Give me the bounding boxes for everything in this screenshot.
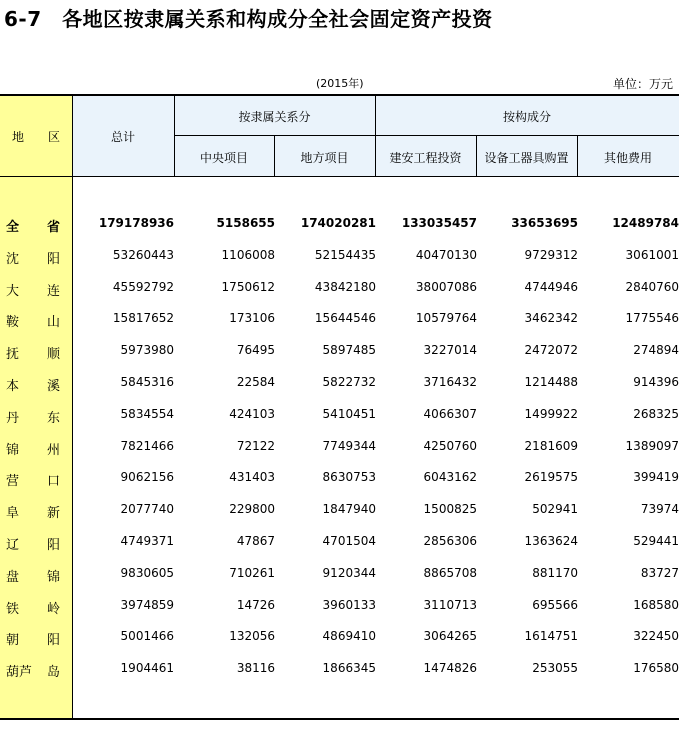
cell-local: 9120344 xyxy=(322,566,376,580)
cell-equipment: 1214488 xyxy=(524,375,578,389)
cell-equipment: 1363624 xyxy=(524,534,578,548)
cell-local: 4701504 xyxy=(322,534,376,548)
region-name-part: 省 xyxy=(46,220,60,235)
cell-construction: 133035457 xyxy=(401,216,477,230)
region-name xyxy=(0,629,72,648)
cell-other: 176580 xyxy=(633,661,679,675)
cell-local: 5822732 xyxy=(322,375,376,389)
region-name-part: 锦 xyxy=(46,570,60,585)
cell-total: 9830605 xyxy=(120,566,174,580)
cell-central: 47867 xyxy=(236,534,275,548)
region-name xyxy=(0,470,72,489)
cell-local: 5897485 xyxy=(322,343,376,357)
region-name xyxy=(0,661,72,680)
cell-total: 5834554 xyxy=(120,407,174,421)
cell-central: 72122 xyxy=(236,439,275,453)
region-name-part: 溪 xyxy=(46,379,60,394)
region-name-part: 阳 xyxy=(46,538,60,553)
header-region: 地 区 xyxy=(11,130,60,144)
cell-other: 3061001 xyxy=(625,248,679,262)
data-table xyxy=(0,94,679,720)
region-name-part: 新 xyxy=(46,506,60,521)
cell-equipment: 3462342 xyxy=(524,311,578,325)
cell-construction: 3227014 xyxy=(423,343,477,357)
cell-total: 5001466 xyxy=(120,629,174,643)
cell-other: 73974 xyxy=(640,502,679,516)
cell-equipment: 4744946 xyxy=(524,280,578,294)
cell-central: 76495 xyxy=(236,343,275,357)
table-bottom-rule xyxy=(0,718,679,720)
region-name-part: 阳 xyxy=(46,252,60,267)
cell-local: 174020281 xyxy=(300,216,376,230)
region-name xyxy=(0,566,72,585)
region-name-part: 抚 xyxy=(6,347,20,362)
cell-construction: 1500825 xyxy=(423,502,477,516)
region-name-part: 本 xyxy=(6,379,20,394)
cell-total: 5973980 xyxy=(120,343,174,357)
cell-construction: 10579764 xyxy=(415,311,477,325)
unit-label: 单位：万元 xyxy=(612,77,673,91)
region-name-part: 全 xyxy=(6,220,20,235)
cell-central: 1750612 xyxy=(221,280,275,294)
cell-total: 1904461 xyxy=(120,661,174,675)
header-equipment: 设备工器具购置 xyxy=(484,151,569,165)
table-top-rule xyxy=(0,94,679,96)
cell-other: 2840760 xyxy=(625,280,679,294)
cell-local: 1866345 xyxy=(322,661,376,675)
cell-other: 83727 xyxy=(640,566,679,580)
cell-local: 52154435 xyxy=(314,248,376,262)
cell-total: 4749371 xyxy=(120,534,174,548)
header-by-structure: 按构成分 xyxy=(502,110,551,124)
cell-equipment: 2181609 xyxy=(524,439,578,453)
header-by-affiliation: 按隶属关系分 xyxy=(238,110,311,124)
region-name-part: 阜 xyxy=(6,506,20,521)
region-name-part: 连 xyxy=(46,284,60,299)
region-name-part: 阳 xyxy=(46,633,60,648)
region-name-part: 丹 xyxy=(6,411,20,426)
cell-equipment: 9729312 xyxy=(524,248,578,262)
cell-other: 399419 xyxy=(633,470,679,484)
region-name-part: 营 xyxy=(6,474,20,489)
region-name xyxy=(0,407,72,426)
cell-other: 274894 xyxy=(633,343,679,357)
cell-other: 1775546 xyxy=(625,311,679,325)
cell-local: 43842180 xyxy=(314,280,376,294)
region-name-part: 口 xyxy=(46,474,60,489)
cell-equipment: 502941 xyxy=(532,502,578,516)
region-name xyxy=(0,248,72,267)
region-name-part: 朝 xyxy=(6,633,20,648)
region-name xyxy=(0,502,72,521)
region-name-part: 岛 xyxy=(46,665,60,680)
cell-local: 1847940 xyxy=(322,502,376,516)
cell-total: 15817652 xyxy=(112,311,174,325)
header-central: 中央项目 xyxy=(199,151,248,165)
region-name-part: 顺 xyxy=(46,347,60,362)
cell-construction: 1474826 xyxy=(423,661,477,675)
header-mid-rule xyxy=(174,135,679,136)
cell-total: 9062156 xyxy=(120,470,174,484)
cell-other: 268325 xyxy=(633,407,679,421)
cell-total: 45592792 xyxy=(112,280,174,294)
cell-other: 1389097 xyxy=(625,439,679,453)
cell-total: 7821466 xyxy=(120,439,174,453)
cell-other: 168580 xyxy=(633,598,679,612)
cell-central: 38116 xyxy=(236,661,275,675)
page-title: 6-7 各地区按隶属关系和构成分全社会固定资产投资 xyxy=(4,7,493,31)
cell-central: 710261 xyxy=(229,566,275,580)
cell-equipment: 1499922 xyxy=(524,407,578,421)
cell-equipment: 881170 xyxy=(532,566,578,580)
cell-local: 3960133 xyxy=(322,598,376,612)
header-local: 地方项目 xyxy=(300,151,349,165)
cell-other: 12489784 xyxy=(612,216,679,230)
region-name-part: 东 xyxy=(46,411,60,426)
cell-equipment: 33653695 xyxy=(511,216,578,230)
region-name-part: 沈 xyxy=(6,252,20,267)
cell-local: 8630753 xyxy=(322,470,376,484)
region-name-part: 岭 xyxy=(46,602,60,617)
cell-local: 5410451 xyxy=(322,407,376,421)
cell-central: 132056 xyxy=(229,629,275,643)
region-name-part: 辽 xyxy=(6,538,20,553)
cell-construction: 4066307 xyxy=(423,407,477,421)
cell-construction: 4250760 xyxy=(423,439,477,453)
cell-equipment: 1614751 xyxy=(524,629,578,643)
cell-construction: 6043162 xyxy=(423,470,477,484)
cell-central: 173106 xyxy=(229,311,275,325)
cell-other: 322450 xyxy=(633,629,679,643)
header-total: 总计 xyxy=(110,130,135,144)
region-name-part: 锦 xyxy=(6,443,20,458)
cell-equipment: 2619575 xyxy=(524,470,578,484)
region-name-part: 盘 xyxy=(6,570,20,585)
region-divider xyxy=(72,94,73,720)
region-name xyxy=(0,439,72,458)
cell-construction: 3064265 xyxy=(423,629,477,643)
cell-total: 53260443 xyxy=(112,248,174,262)
region-name xyxy=(0,598,72,617)
cell-local: 7749344 xyxy=(322,439,376,453)
region-name xyxy=(0,343,72,362)
cell-central: 5158655 xyxy=(216,216,275,230)
cell-equipment: 253055 xyxy=(532,661,578,675)
cell-other: 529441 xyxy=(633,534,679,548)
region-name-part: 州 xyxy=(46,443,60,458)
cell-total: 179178936 xyxy=(98,216,174,230)
region-name-part: 鞍 xyxy=(6,315,20,330)
cell-construction: 8865708 xyxy=(423,566,477,580)
region-name-part: 大 xyxy=(6,284,20,299)
cell-equipment: 695566 xyxy=(532,598,578,612)
cell-total: 3974859 xyxy=(120,598,174,612)
region-name xyxy=(0,311,72,330)
region-name-part: 铁 xyxy=(6,602,20,617)
cell-local: 15644546 xyxy=(314,311,376,325)
year-label: (2015年) xyxy=(316,77,364,90)
cell-central: 1106008 xyxy=(221,248,275,262)
cell-equipment: 2472072 xyxy=(524,343,578,357)
region-name-part: 葫芦 xyxy=(6,665,33,680)
region-name xyxy=(0,216,72,235)
cell-construction: 3716432 xyxy=(423,375,477,389)
region-name xyxy=(0,375,72,394)
region-name xyxy=(0,534,72,553)
cell-total: 2077740 xyxy=(120,502,174,516)
cell-construction: 3110713 xyxy=(423,598,477,612)
cell-construction: 38007086 xyxy=(415,280,477,294)
cell-total: 5845316 xyxy=(120,375,174,389)
cell-central: 229800 xyxy=(229,502,275,516)
region-name xyxy=(0,280,72,299)
cell-central: 431403 xyxy=(229,470,275,484)
header-construction: 建安工程投资 xyxy=(389,151,462,165)
cell-local: 4869410 xyxy=(322,629,376,643)
cell-construction: 40470130 xyxy=(415,248,477,262)
cell-other: 914396 xyxy=(633,375,679,389)
cell-central: 424103 xyxy=(229,407,275,421)
cell-central: 14726 xyxy=(236,598,275,612)
cell-central: 22584 xyxy=(236,375,275,389)
header-other: 其他费用 xyxy=(603,151,652,165)
region-name-part: 山 xyxy=(46,315,60,330)
cell-construction: 2856306 xyxy=(423,534,477,548)
